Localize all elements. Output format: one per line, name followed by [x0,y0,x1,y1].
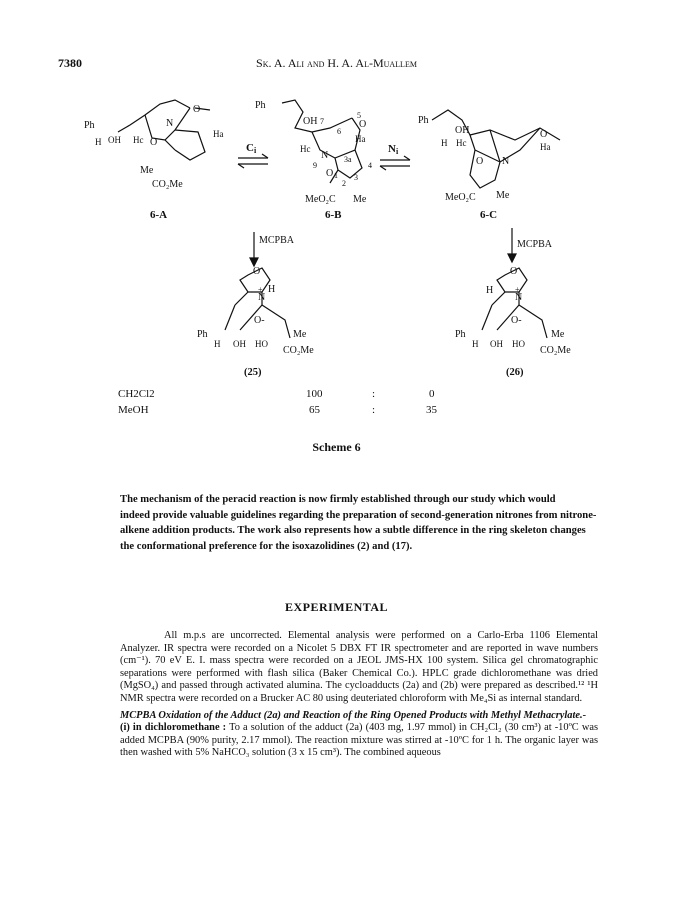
scheme-caption: Scheme 6 [312,440,361,454]
ratio-26-row1: 0 [429,388,435,400]
plus-26: + [515,285,520,294]
h-label-a1: H [95,137,102,147]
mcpba-left: MCPBA [259,235,295,246]
label-6a: 6-A [150,209,168,221]
ratio-sep-row1: : [372,388,376,400]
num-2: 2 [342,179,346,188]
ci-label: Ci [246,142,257,155]
o-minus-26: O- [511,315,522,326]
running-title: Sk. A. Ali and H. A. Al-Muallem [256,56,417,70]
para-line-3: alkene addition products. The work also represents how a subtle difference in the ring skeleton changes [120,525,586,536]
num-5: 5 [357,111,361,120]
n-label-b: N [321,150,329,161]
meo2c-label-c: MeO₂C [445,192,476,203]
num-6: 6 [337,127,341,136]
ha-label-a: Ha [213,129,224,139]
ha-label-b: Ha [355,134,366,144]
ratio-25-row1: 100 [306,388,323,400]
ratio-26-row2: 35 [426,404,437,416]
n-label-a: N [166,118,174,129]
ph-label-c: Ph [418,115,429,126]
label-26: (26) [506,367,524,378]
ha-label-c: Ha [540,142,551,152]
o-label-a1: O [150,137,158,148]
o-label-b1: O [359,119,367,130]
o-label-25a: O [253,266,261,277]
ratio-sep-row2: : [372,404,376,416]
structure-26 [482,268,547,338]
o-minus-25: O- [254,315,265,326]
n-label-c: N [502,156,510,167]
num-4: 4 [368,161,372,170]
co2me-label-a: CO₂Me [152,179,183,190]
o-label-c2: O [476,156,484,167]
body-paragraph [120,492,598,554]
procedure-text: To a solution of the adduct (2a) (403 mg, 1.97 mmol) in CH₂Cl₂ (30 cm³) at -10ºC was added MCPBA (90% purity, 2.17 mmol). The reaction mixture was stirred at -10ºC for 1 h. The organic layer was then washed with 5% NaHCO₃ solution (3 x 15 cm³). The combined aqueous [120,722,598,759]
experimental-paragraph-1: All m.p.s are uncorrected. Elemental analysis were performed on a Carlo-Erba 1106 Elemental Analyzer. IR spectra were recorded on a Nicolet 5 DBX FT IR spectrometer and are reported in wave numbers (cm⁻¹). 70 eV E. I. mass spectra were recorded on a JEOL JMS-HX 100 system. Silica gel chromatographic separations were performed with flash silica (Baker Chemical Co.). HPLC grade dichloromethane was dried (MgSO₄) and passed through activated alumina. The cycloadducts (2a) and (2b) were prepared as described.¹² ¹H NMR spectra were recorded on a Brucker AC 80 using deuteriated chloroform with Me₄Si as internal standard. [120,630,598,704]
h-label-25: H [268,284,276,295]
para-line-2: indeed provide valuable guidelines regarding the preparation of second-generation nitrones from nitrone- [120,509,597,521]
ph-label-26: Ph [455,329,466,340]
experimental-subheading: MCPBA Oxidation of the Adduct (2a) and Reaction of the Ring Opened Products with Methyl Methacrylate.- [120,709,587,721]
arrow-mcpba-right [508,228,516,262]
page-number: 7380 [58,56,82,70]
num-3: 3 [354,173,358,182]
structure-6b [282,100,362,183]
solvent-row1: CH2Cl2 [118,388,155,400]
arrow-mcpba-left [250,232,258,266]
ph-label-b: Ph [255,100,266,111]
n-label-26: N [515,292,523,303]
o-label-26a: O [510,266,518,277]
reaction-scheme [0,0,673,440]
oh-label-26: OH [490,339,503,349]
procedure-lead: (i) in dichloromethane : [120,722,227,734]
equilibrium-ci [238,154,268,168]
label-6c: 6-C [480,209,498,221]
co2me-label-25: CO₂Me [283,345,314,356]
h-label-c: H [441,138,448,148]
oh-label-b: OH [303,116,318,127]
ph-label-a: Ph [84,120,95,131]
me-label-a: Me [140,165,154,176]
me-label-26: Me [551,329,565,340]
ph-label-25: Ph [197,329,208,340]
o-label-c1: O [540,129,548,140]
ratio-25-row2: 65 [309,404,320,416]
plus-25: + [258,285,263,294]
n-label-25: N [258,292,266,303]
me-label-c: Me [496,190,510,201]
h-label-25b: H [214,339,221,349]
num-9: 9 [313,161,317,170]
oh-label-25: OH [233,339,246,349]
label-25: (25) [244,367,262,378]
oh-label-a: OH [108,135,121,145]
para-line-1: The mechanism of the peracid reaction is now firmly established through our study which would [120,494,556,505]
experimental-heading: EXPERIMENTAL [284,600,389,614]
num-1: 1 [334,171,338,180]
ho-label-26: HO [512,339,525,349]
structure-25 [225,268,290,338]
ho-label-25: HO [255,339,268,349]
num-3a: 3a [344,155,352,164]
co2me-label-26: CO₂Me [540,345,571,356]
oh-label-c: OH [455,125,470,136]
mcpba-right: MCPBA [517,239,553,250]
h-label-26b: H [472,339,479,349]
h-label-26: H [486,285,494,296]
hc-label-a: Hc [133,135,144,145]
hc-label-c: Hc [456,138,467,148]
ni-label: Ni [388,143,399,156]
para-line-4: the conformational preference for the isoxazolidines (2) and (17). [120,540,413,552]
experimental-paragraph-2 [120,722,598,760]
o-label-b2: O [326,168,334,179]
meo2c-label-b: MeO₂C [305,194,336,205]
label-6b: 6-B [325,209,342,221]
solvent-row2: MeOH [118,404,149,416]
experimental-section [120,630,598,760]
ratio-table [118,388,438,416]
num-7: 7 [320,117,324,126]
hc-label-b: Hc [300,144,311,154]
me-label-b: Me [353,194,367,205]
equilibrium-ni [380,156,410,170]
o-label-a2: O [193,104,201,115]
me-label-25: Me [293,329,307,340]
